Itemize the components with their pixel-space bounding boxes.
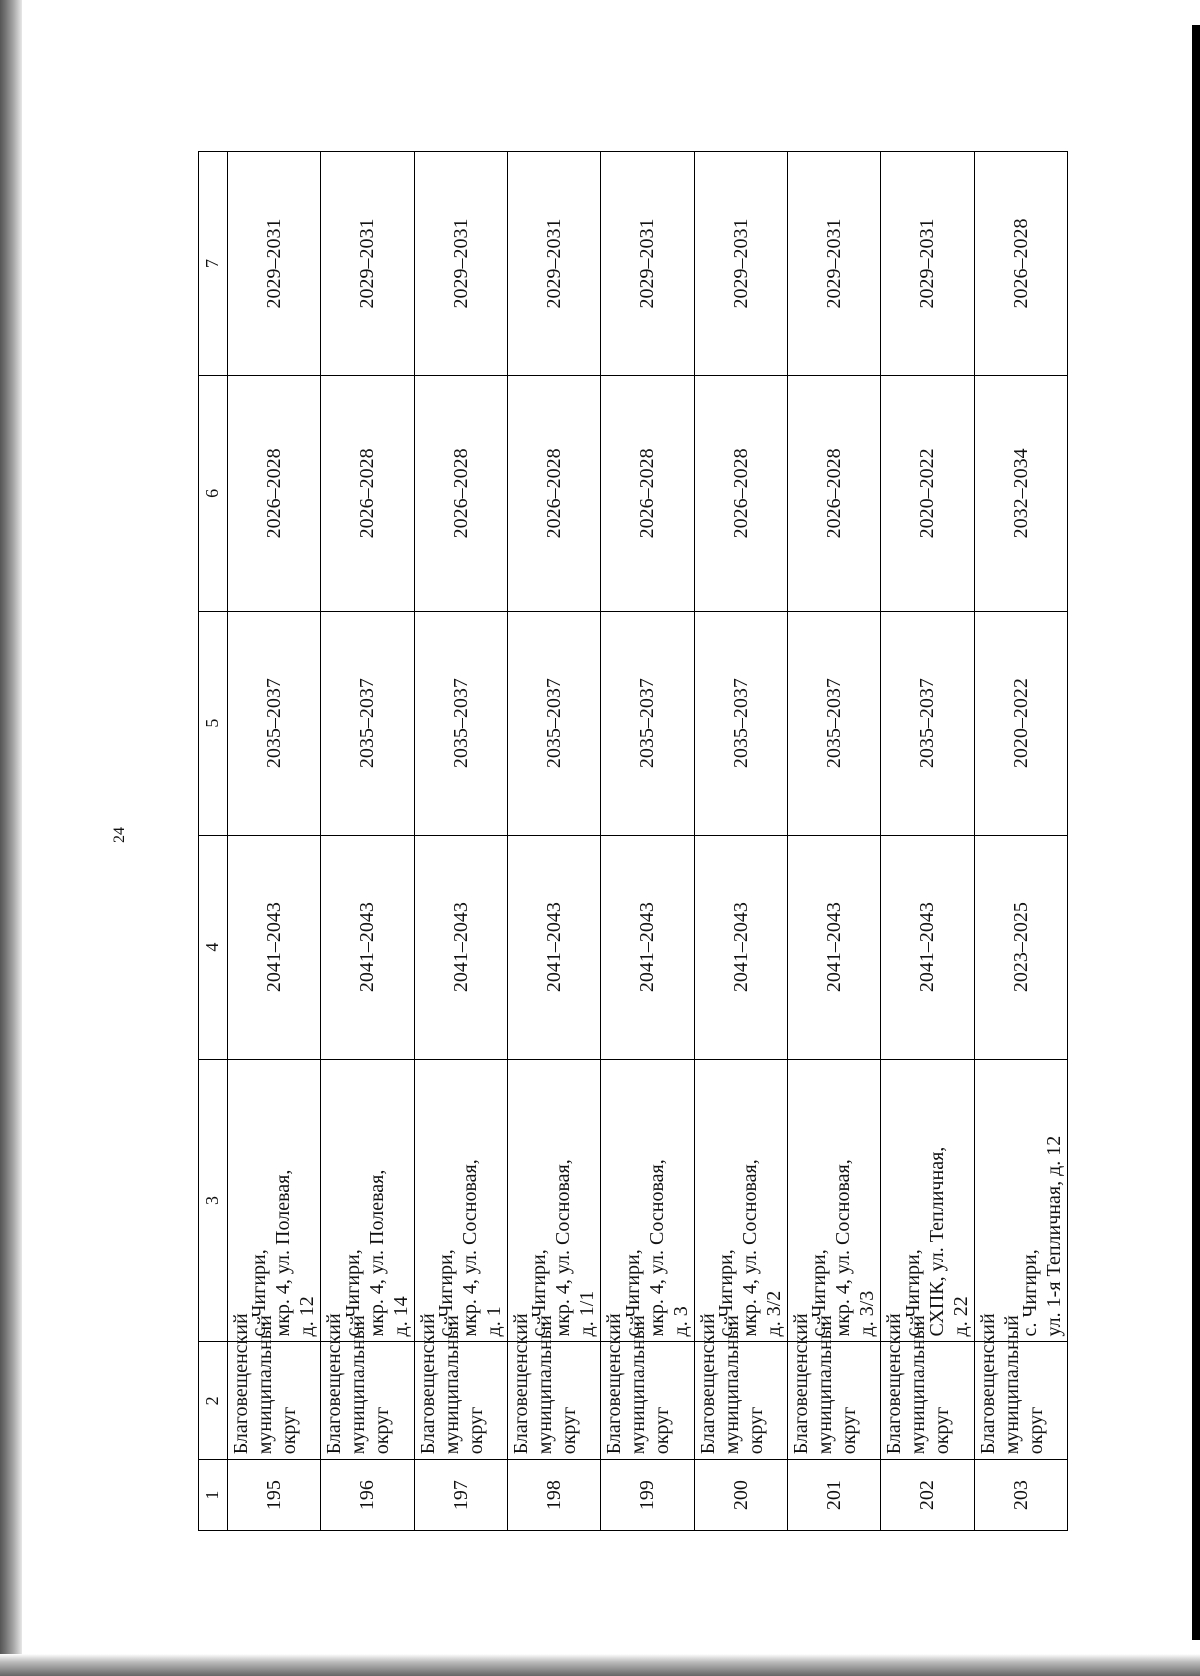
address-cell — [974, 1059, 1067, 1342]
header-cell: 7 — [199, 152, 228, 376]
district-line: Благовещенский — [323, 1313, 346, 1455]
period-cell: 2026–2028 — [228, 375, 321, 611]
district-line: муниципальный — [813, 1315, 836, 1455]
row-number-cell: 202 — [881, 1460, 974, 1531]
table-row — [228, 152, 321, 1531]
address-line: мкр. 4, ул. Полевая, — [365, 1169, 388, 1337]
table-row — [507, 152, 600, 1531]
address-line: с. Чигири, — [808, 1249, 831, 1337]
row-number-cell: 198 — [507, 1460, 600, 1531]
table-row — [694, 152, 787, 1531]
period-cell: 2029–2031 — [414, 152, 507, 376]
district-line: округ — [557, 1406, 580, 1455]
scan-bottom-edge — [0, 1654, 1200, 1676]
period-cell: 2035–2037 — [507, 611, 600, 835]
period-cell: 2029–2031 — [601, 152, 694, 376]
district-line: Благовещенский — [603, 1313, 626, 1455]
period-cell: 2035–2037 — [414, 611, 507, 835]
table-row — [414, 152, 507, 1531]
period-cell: 2035–2037 — [321, 611, 414, 835]
address-line: д. 3/3 — [856, 1290, 879, 1337]
header-row — [199, 152, 228, 1531]
header-cell: 4 — [199, 835, 228, 1059]
district-line: Благовещенский — [883, 1313, 906, 1455]
address-line: с. Чигири, — [901, 1249, 924, 1337]
period-cell: 2041–2043 — [414, 835, 507, 1059]
period-cell: 2026–2028 — [694, 375, 787, 611]
period-cell: 2029–2031 — [694, 152, 787, 376]
period-cell: 2032–2034 — [974, 375, 1067, 611]
table-row — [881, 152, 974, 1531]
address-line: ул. 1-я Тепличная, д. 12 — [1043, 1135, 1065, 1337]
district-line: муниципальный — [907, 1315, 930, 1455]
district-line: округ — [837, 1406, 860, 1455]
address-line: СХПК, ул. Тепличная, — [925, 1146, 948, 1337]
address-line: с. Чигири, — [714, 1249, 737, 1337]
address-line: с. Чигири, — [341, 1249, 364, 1337]
address-cell — [787, 1059, 880, 1342]
period-cell: 2035–2037 — [228, 611, 321, 835]
page-number: 24 — [111, 827, 128, 843]
schedule-table — [198, 151, 1068, 1531]
district-line: муниципальный — [533, 1315, 556, 1455]
district-line: муниципальный — [254, 1315, 276, 1455]
row-number-cell: 196 — [321, 1460, 414, 1531]
period-cell: 2041–2043 — [601, 835, 694, 1059]
period-cell: 2020–2022 — [881, 375, 974, 611]
address-cell — [881, 1059, 974, 1342]
scan-left-edge — [0, 0, 22, 1676]
address-cell — [601, 1059, 694, 1342]
table-row — [787, 152, 880, 1531]
district-line: Благовещенский — [976, 1313, 999, 1455]
address-line: мкр. 4, ул. Сосновая, — [552, 1159, 575, 1337]
table-body — [228, 152, 1068, 1531]
period-cell: 2026–2028 — [601, 375, 694, 611]
district-line: муниципальный — [440, 1315, 463, 1455]
district-cell — [974, 1313, 1067, 1460]
period-cell: 2041–2043 — [787, 835, 880, 1059]
address-line: д. 12 — [296, 1296, 319, 1337]
period-cell: 2026–2028 — [414, 375, 507, 611]
address-line: мкр. 4, ул. Сосновая, — [645, 1159, 668, 1337]
district-line: муниципальный — [627, 1315, 650, 1455]
district-line: муниципальный — [720, 1315, 743, 1455]
period-cell: 2041–2043 — [507, 835, 600, 1059]
header-cell: 1 — [199, 1460, 228, 1531]
period-cell: 2026–2028 — [321, 375, 414, 611]
district-line: округ — [931, 1406, 954, 1455]
table-row — [974, 152, 1067, 1531]
period-cell: 2029–2031 — [881, 152, 974, 376]
district-line: Благовещенский — [230, 1313, 252, 1455]
header-cell: 3 — [199, 1059, 228, 1342]
period-cell: 2029–2031 — [507, 152, 600, 376]
period-cell: 2026–2028 — [787, 375, 880, 611]
district-line: округ — [651, 1406, 674, 1455]
period-cell: 2026–2028 — [974, 152, 1067, 376]
period-cell: 2035–2037 — [881, 611, 974, 835]
period-cell: 2035–2037 — [601, 611, 694, 835]
address-line: с. Чигири, — [1019, 1249, 1041, 1337]
address-line: мкр. 4, ул. Полевая, — [272, 1169, 295, 1337]
rotated-table-container — [198, 151, 1068, 1531]
district-line: Благовещенский — [696, 1313, 719, 1455]
period-cell: 2041–2043 — [881, 835, 974, 1059]
period-cell: 2020–2022 — [974, 611, 1067, 835]
period-cell: 2026–2028 — [507, 375, 600, 611]
period-cell: 2029–2031 — [321, 152, 414, 376]
district-line: муниципальный — [347, 1315, 370, 1455]
address-cell — [414, 1059, 507, 1342]
address-cell — [694, 1059, 787, 1342]
address-line: д. 1/1 — [576, 1290, 599, 1337]
row-number-cell: 203 — [974, 1460, 1067, 1531]
row-number-cell: 200 — [694, 1460, 787, 1531]
address-line: д. 22 — [949, 1296, 972, 1337]
district-line: Благовещенский — [789, 1313, 812, 1455]
address-line: с. Чигири, — [248, 1249, 271, 1337]
header-cell: 2 — [199, 1342, 228, 1460]
district-line: округ — [278, 1406, 300, 1455]
district-line: округ — [464, 1406, 487, 1455]
table-row — [601, 152, 694, 1531]
district-line: муниципальный — [1000, 1315, 1023, 1455]
period-cell: 2029–2031 — [787, 152, 880, 376]
district-line: Благовещенский — [509, 1313, 532, 1455]
row-number-cell: 197 — [414, 1460, 507, 1531]
row-number-cell: 199 — [601, 1460, 694, 1531]
table-row — [321, 152, 414, 1531]
address-line: мкр. 4, ул. Сосновая, — [458, 1159, 481, 1337]
address-line: мкр. 4, ул. Сосновая, — [832, 1159, 855, 1337]
address-line: д. 3 — [669, 1306, 692, 1337]
address-line: с. Чигири, — [528, 1249, 551, 1337]
district-line: Благовещенский — [416, 1313, 439, 1455]
header-cell: 6 — [199, 375, 228, 611]
address-line: д. 3/2 — [762, 1290, 785, 1337]
address-line: мкр. 4, ул. Сосновая, — [738, 1159, 761, 1337]
address-line: д. 1 — [482, 1306, 505, 1337]
period-cell: 2023–2025 — [974, 835, 1067, 1059]
period-cell: 2041–2043 — [694, 835, 787, 1059]
period-cell: 2041–2043 — [321, 835, 414, 1059]
row-number-cell: 195 — [228, 1460, 321, 1531]
address-cell — [321, 1059, 414, 1342]
address-cell — [228, 1059, 321, 1342]
district-line: округ — [1024, 1406, 1047, 1455]
address-line: с. Чигири, — [434, 1249, 457, 1337]
district-line: округ — [371, 1406, 394, 1455]
address-cell — [507, 1059, 600, 1342]
period-cell: 2035–2037 — [694, 611, 787, 835]
address-line: д. 14 — [389, 1296, 412, 1337]
header-cell: 5 — [199, 611, 228, 835]
period-cell: 2035–2037 — [787, 611, 880, 835]
address-line: с. Чигири, — [621, 1249, 644, 1337]
period-cell: 2041–2043 — [228, 835, 321, 1059]
period-cell: 2029–2031 — [228, 152, 321, 376]
scan-right-edge — [1192, 25, 1200, 1640]
district-line: округ — [744, 1406, 767, 1455]
row-number-cell: 201 — [787, 1460, 880, 1531]
